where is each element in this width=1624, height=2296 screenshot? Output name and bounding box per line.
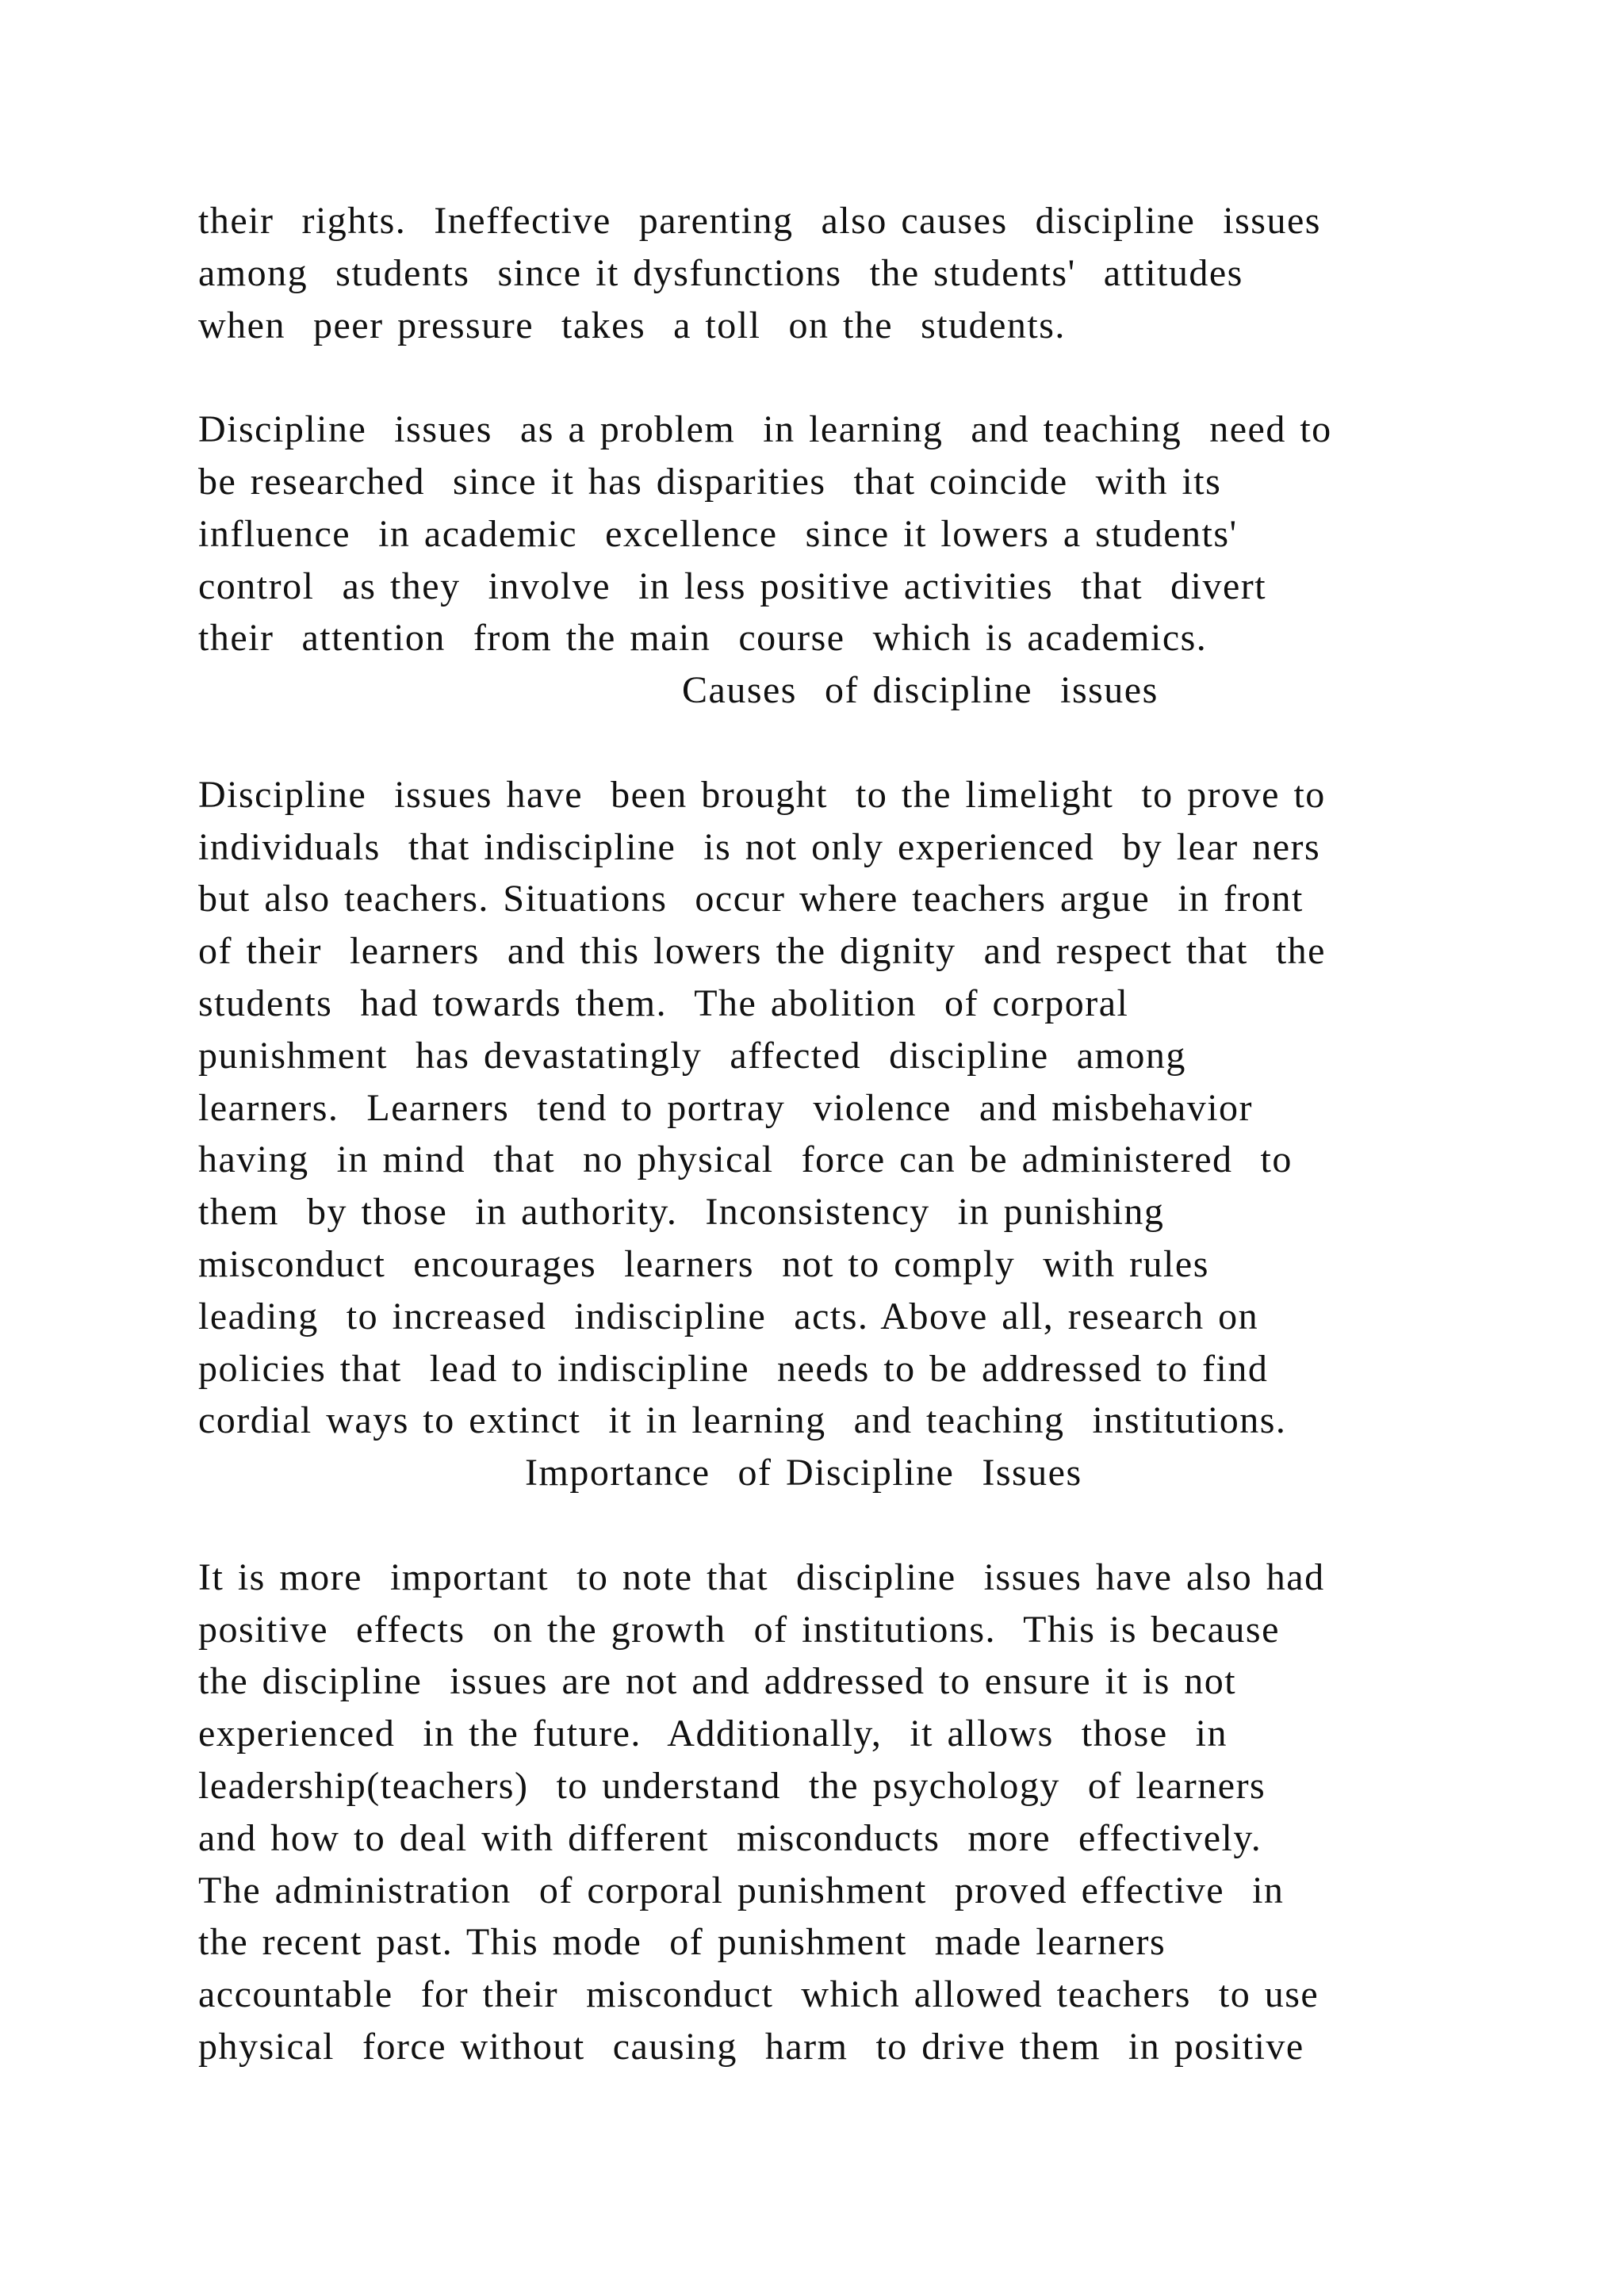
text-line: policies that lead to indiscipline needs to be addressed to find — [198, 1347, 1269, 1390]
text-line: their rights. Ineffective parenting also causes discipline issues — [198, 200, 1321, 242]
text-line: among students since it dysfunctions the students' attitudes — [198, 251, 1243, 294]
document-body — [198, 195, 1546, 2073]
text-line: Discipline issues have been brought to the limelight to prove to — [198, 773, 1326, 816]
text-line: the recent past. This mode of punishment made learners — [198, 1921, 1166, 1964]
text-line: The administration of corporal punishment proved effective in — [198, 1869, 1285, 1911]
text-line: the discipline issues are not and addressed to ensure it is not — [198, 1660, 1237, 1703]
paragraph-spacer — [198, 1499, 1546, 1552]
text-line: and how to deal with different misconducts more effectively. — [198, 1816, 1262, 1859]
text-line: of their learners and this lowers the dignity and respect that the — [198, 930, 1326, 973]
text-line: be researched since it has disparities that coincide with its — [198, 460, 1222, 503]
text-line: leading to increased indiscipline acts. Above all, research on — [198, 1295, 1259, 1337]
text-line: experienced in the future. Additionally, it allows those in — [198, 1712, 1228, 1755]
text-line: individuals that indiscipline is not only experienced by lear ners — [198, 825, 1321, 868]
text-line: them by those in authority. Inconsistency in punishing — [198, 1191, 1165, 1234]
text-line: positive effects on the growth of institutions. This is because — [198, 1608, 1280, 1651]
text-line: cordial ways to extinct it in learning and teaching institutions. — [198, 1399, 1287, 1442]
text-line: accountable for their misconduct which allowed teachers to use — [198, 1973, 1320, 2016]
paragraph-1 — [198, 195, 1546, 351]
section-heading-causes: Causes of discipline issues — [682, 669, 1159, 712]
text-line: their attention from the main course which is academics. — [198, 617, 1208, 660]
text-line: punishment has devastatingly affected discipline among — [198, 1034, 1186, 1077]
text-line: leadership(teachers) to understand the psychology of learners — [198, 1764, 1266, 1807]
text-line: Discipline issues as a problem in learning and teaching need to — [198, 408, 1332, 451]
paragraph-spacer — [198, 351, 1546, 404]
paragraph-spacer — [198, 717, 1546, 769]
paragraph-2 — [198, 404, 1546, 664]
paragraph-3 — [198, 769, 1546, 1447]
text-line: having in mind that no physical force can be administered to — [198, 1138, 1293, 1181]
text-line: physical force without causing harm to drive them in positive — [198, 2025, 1304, 2068]
text-line: when peer pressure takes a toll on the students. — [198, 304, 1066, 346]
text-line: influence in academic excellence since it lowers a students' — [198, 512, 1238, 555]
text-line: learners. Learners tend to portray violence and misbehavior — [198, 1086, 1254, 1129]
text-line: students had towards them. The abolition of corporal — [198, 982, 1129, 1024]
text-line: It is more important to note that discipline issues have also had — [198, 1556, 1325, 1598]
text-line: control as they involve in less positive activities that divert — [198, 564, 1267, 607]
section-heading-importance: Importance of Discipline Issues — [525, 1452, 1082, 1494]
text-line: misconduct encourages learners not to comply with rules — [198, 1242, 1209, 1285]
paragraph-4 — [198, 1552, 1546, 2073]
text-line: but also teachers. Situations occur where teachers argue in front — [198, 878, 1304, 920]
